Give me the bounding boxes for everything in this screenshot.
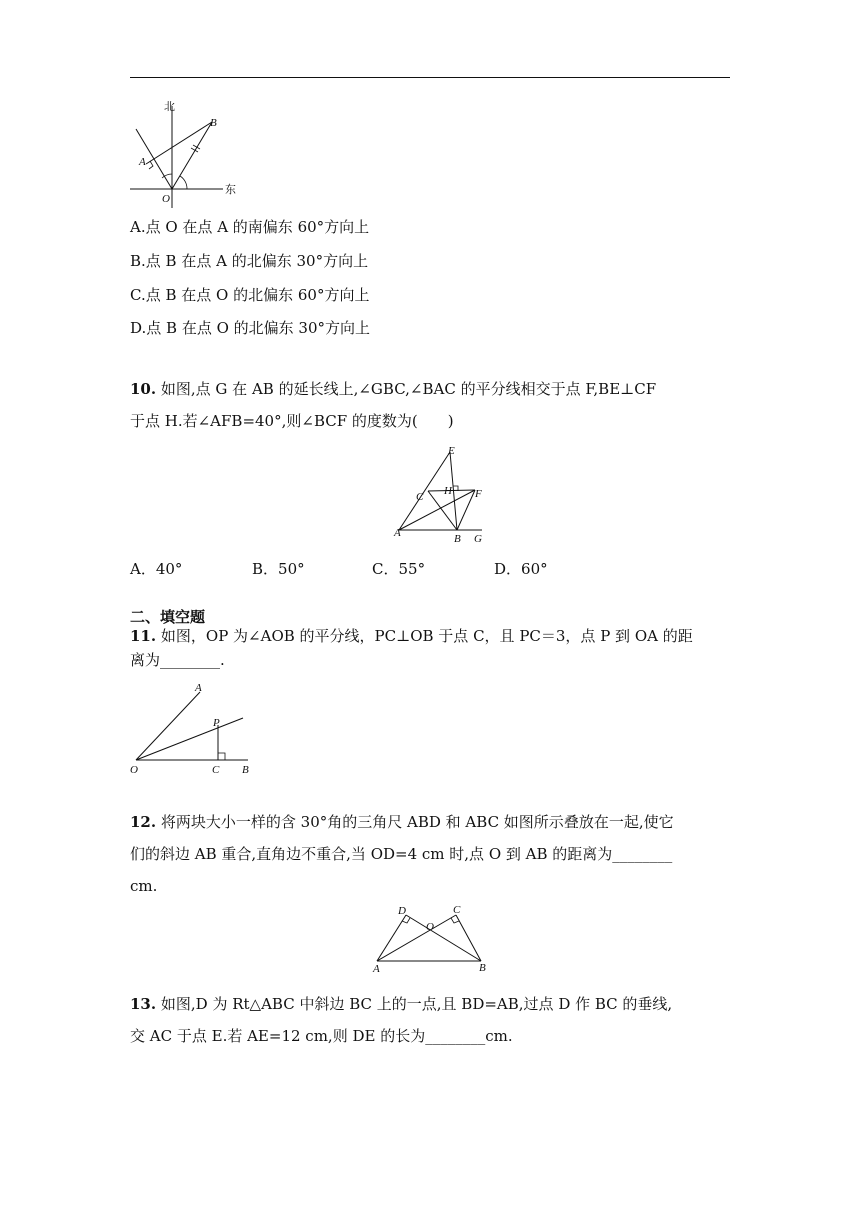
top-rule — [130, 77, 730, 78]
q12-label-b: B — [479, 962, 486, 974]
q12-label-o: O — [426, 921, 434, 933]
q11-line1: 如图，OP 为∠AOB 的平分线，PC⊥OB 于点 C，且 PC＝3，点 P 到 OA 的距 — [160, 627, 693, 645]
q10-option-b: B．50° — [252, 560, 305, 578]
q10-label-a: A — [394, 527, 401, 539]
q9-label-north: 北 — [164, 100, 175, 113]
q10-line2: 于点 H.若∠AFB=40°,则∠BCF 的度数为( ) — [130, 412, 454, 430]
section-title: 二、填空题 — [130, 608, 206, 626]
q9-option-c: C.点 B 在点 O 的北偏东 60°方向上 — [130, 286, 370, 304]
q12-figure — [368, 900, 498, 976]
q12-label-d: D — [398, 905, 406, 917]
q10-line1: 如图,点 G 在 AB 的延长线上,∠GBC,∠BAC 的平分线相交于点 F,BE⊥CF — [160, 380, 657, 398]
q11-number: 11. — [130, 627, 157, 645]
q12-label-a: A — [373, 963, 380, 975]
q10-figure — [390, 444, 490, 544]
q9-label-o: O — [162, 193, 170, 205]
q12-line2: 们的斜边 AB 重合,直角边不重合,当 OD=4 cm 时,点 O 到 AB 的距离为________ — [130, 845, 673, 863]
q10-label-g: G — [474, 533, 482, 544]
q13-text — [130, 988, 730, 1052]
q10-label-f: F — [475, 488, 482, 500]
q12-line1: 将两块大小一样的含 30°角的三角尺 ABD 和 ABC 如图所示叠放在一起,使它 — [160, 813, 674, 831]
q11-label-o: O — [130, 764, 138, 776]
q10-option-d: D．60° — [494, 560, 548, 578]
q12-text — [130, 806, 730, 902]
q11-text — [130, 624, 730, 672]
q11-label-p: P — [213, 717, 220, 729]
q13-line2: 交 AC 于点 E.若 AE=12 cm,则 DE 的长为________cm. — [130, 1027, 513, 1045]
q10-label-e: E — [448, 445, 455, 457]
q11-label-a: A — [195, 682, 202, 694]
q10-number: 10. — [130, 380, 157, 398]
q9-compass-figure — [125, 98, 245, 210]
q9-label-a: A — [139, 156, 146, 168]
q12-line3: cm. — [130, 877, 158, 895]
q12-number: 12. — [130, 813, 157, 831]
q12-label-c: C — [453, 904, 461, 916]
q9-option-b: B.点 B 在点 A 的北偏东 30°方向上 — [130, 252, 369, 270]
q10-label-h: H — [444, 485, 452, 497]
q10-text — [130, 373, 730, 437]
q10-label-c: C — [416, 491, 424, 503]
q11-figure — [128, 680, 258, 780]
q11-label-c: C — [212, 764, 220, 776]
q13-number: 13. — [130, 995, 157, 1013]
q9-label-east: 东 — [225, 183, 236, 196]
q9-option-a: A.点 O 在点 A 的南偏东 60°方向上 — [130, 218, 370, 236]
q11-line2: 离为________. — [130, 651, 225, 669]
q13-line1: 如图,D 为 Rt△ABC 中斜边 BC 上的一点,且 BD=AB,过点 D 作 BC 的垂线, — [160, 995, 673, 1013]
q9-label-b: B — [210, 117, 217, 129]
q10-label-b: B — [454, 533, 461, 544]
q10-option-a: A．40° — [130, 560, 183, 578]
q11-label-b: B — [242, 764, 249, 776]
q9-option-d: D.点 B 在点 O 的北偏东 30°方向上 — [130, 319, 371, 337]
q10-option-c: C．55° — [372, 560, 426, 578]
